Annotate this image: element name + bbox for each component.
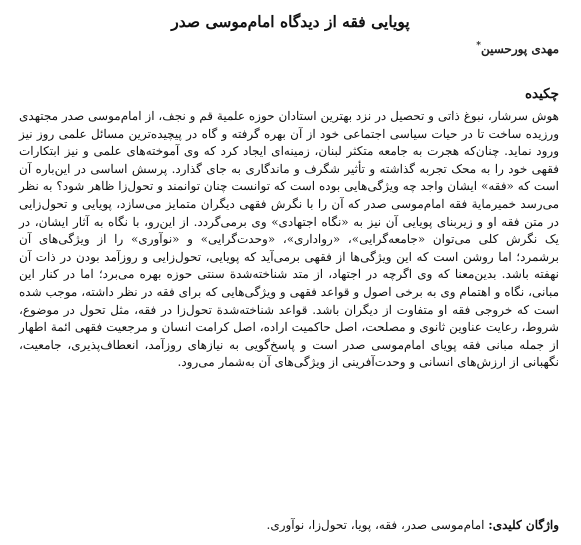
author-name: مهدی پورحسین	[480, 42, 559, 56]
abstract-heading: چکیده	[524, 86, 559, 102]
keywords-label: واژگان کلیدی:	[488, 518, 559, 532]
author-line	[476, 38, 559, 57]
keywords-text: امام‌موسی صدر، فقه، پویا، تحول‌زا، نوآوری.	[266, 518, 489, 532]
abstract-body: هوش سرشار، نبوغ ذاتی و تحصیل در نزد بهترین استادان حوزه علمیة قم و نجف، از امام‌موسی صدر مجتهدی ورزیده ساخت تا در حیات سیاسی اجتماعی خود از آن بهره گرفته و گاه در پیچیده‌ترین مسائل علمی روز نیز ورود نماید. چنان‌که هجرت به جامعه متکثر لبنان، زمینه‌ای ایجاد کرد که وی آموخته‌های علمی و نیز ابتکارات فقهی خود را به محک تجربه گذاشته و تأثیر شگرف و ماندگاری به جای گذارد. پرسش اساسی در این‌باره آن است که «فقه» ایشان واجد چه ویژگی‌هایی بوده است که توانست چنان توانمند و تحول‌زا ظاهر شود؟ به نظر می‌رسد خمیرمایة فقه امام‌موسی صدر که آن را با نگرش فقهی دیگران متمایز می‌سازد، پویایی و تحول‌زایی در متن فقه او و زیربنای پویایی آن نیز به «نگاه اجتهادی» وی برمی‌گردد. از این‌رو، با نگاه به آثار ایشان، در یک نگرش کلی می‌توان «جامعه‌گرایی»، «روادار‌ی»، «وحدت‌گرایی» و «نوآوری» را از ویژگی‌های آن برشمرد؛ اما روشن است که این ویژگی‌ها از فقهی برمی‌آید که پویایی، تحول‌زایی و روزآمد بودن در ذات آن نهفته باشد. بدین‌معنا که وی اگرچه در اجتهاد، از متد شناخته‌شدة سنتی حوزه بهره می‌برد؛ اما در کنار این مبانی، نگاه و اهتمام وی به برخی اصول و قواعد فقهی و ویژگی‌هایی که برای فقه در نظر داشته، موجب شده است که خروجی فقه او متفاوت از دیگران باشد. قواعد شناخته‌شدة تحول‌زا در فقه، مثل تحول در موضوع، شروط، رعایت عناوین ثانوی و مصلحت، اصل حاکمیت اراده، اصل کرامت انسان و مرجعیت فقهی ائمة اطهار از جمله مبانی فقه پویای امام‌موسی صدر است و پاسخ‌گویی به نیازهای روزآمد، انعطاف‌پذیری، جامعیت، نگهبانی از ارزش‌های انسانی و وحدت‌آفرینی از ویژگی‌های آن به‌شمار می‌رود.	[19, 109, 559, 370]
document-title: پویایی فقه از دیدگاه امام‌موسی صدر	[171, 12, 410, 31]
keywords-line	[19, 517, 559, 534]
author-footnote-mark: *	[476, 41, 481, 51]
